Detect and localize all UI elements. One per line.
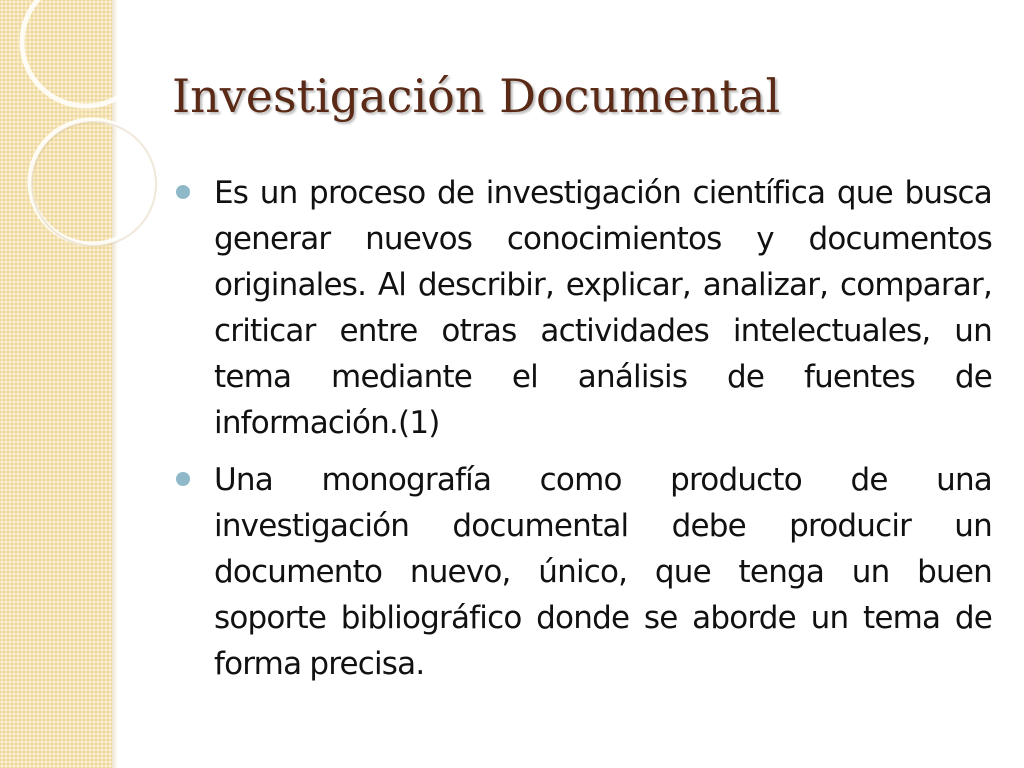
bullet-dot-icon: [176, 185, 190, 199]
decorative-ring-top: [22, 0, 150, 106]
decorative-ring-bottom-shadow: [32, 122, 156, 246]
bullet-item: [176, 457, 992, 687]
bullet-text: Una monografía como producto de una investigación documental debe producir un documento nuevo, único, que tenga un buen soporte bibliográfico donde se aborde un tema de forma precisa.: [214, 462, 992, 682]
decorative-rings: [0, 0, 160, 260]
bullet-list: [176, 170, 992, 698]
bullet-text: Es un proceso de investigación científica que busca generar nuevos conocimientos y documentos originales. Al describir, explicar, analizar, comparar, criticar entre otras actividades intelectuales, un tema mediante el análisis de fuentes de información.(1): [214, 175, 992, 441]
slide-title: Investigación Documental: [172, 69, 781, 123]
bullet-item: [176, 170, 992, 446]
bullet-dot-icon: [176, 472, 190, 486]
